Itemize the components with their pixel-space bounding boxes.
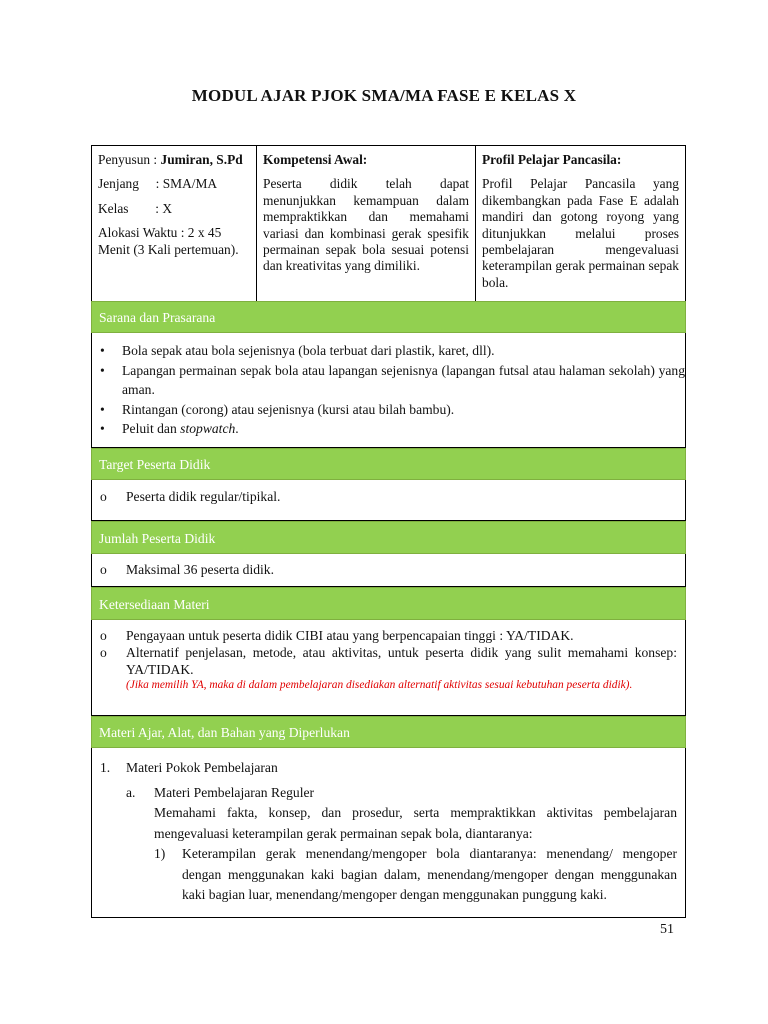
list-item: • Bola sepak atau bola sejenisnya (bola terbuat dari plastik, karet, dll). (100, 341, 685, 361)
availability-note: (Jika memilih YA, maka di dalam pembelajaran disediakan alternatif aktivitas sesuai kebutuhan peserta didik). (126, 679, 633, 691)
list-item: o Pengayaan untuk peserta didik CIBI atau yang berpencapaian tinggi : YA/TIDAK. (100, 628, 574, 643)
section-header-materi: Materi Ajar, Alat, dan Bahan yang Diperlukan (91, 716, 686, 748)
target-content (91, 480, 686, 521)
info-row (91, 145, 686, 301)
penyusun-name: Jumiran, S.Pd (160, 152, 243, 167)
jumlah-content (91, 554, 686, 587)
list-item: 1) Keterampilan gerak menendang/mengoper bola diantaranya: menendang/ mengoper dengan menggunakan kaki bagian dalam, menendang/mengoper dengan menggunakan kaki bagian luar, menendang/mengoper dengan menggunakan punggung kaki. (100, 844, 677, 906)
bullet-marker: • (100, 343, 105, 358)
list-item: • Peluit dan stopwatch. (100, 419, 685, 439)
list-item: o Peserta didik regular/tipikal. (100, 487, 685, 507)
materi-content (91, 748, 686, 918)
bullet-marker: • (100, 362, 105, 378)
circle-marker: o (100, 628, 107, 643)
section-header-target: Target Peserta Didik (91, 448, 686, 480)
list-item: 1. Materi Pokok Pembelajaran (100, 758, 677, 779)
list-item: • Rintangan (corong) atau sejenisnya (kursi atau bilah bambu). (100, 400, 685, 420)
kelas: Kelas : X (98, 200, 173, 216)
module-table (91, 145, 686, 918)
ketersediaan-content (91, 620, 686, 716)
number-marker: 1. (100, 760, 111, 775)
section-header-jumlah: Jumlah Peserta Didik (91, 521, 686, 554)
letter-marker: a. (126, 784, 136, 800)
circle-marker: o (100, 562, 107, 577)
kompetensi-title: Kompetensi Awal: (263, 152, 368, 167)
page-title: MODUL AJAR PJOK SMA/MA FASE E KELAS X (191, 86, 577, 105)
profil-cell (476, 146, 685, 301)
penyusun-label: Penyusun : (98, 152, 161, 167)
section-header-ketersediaan: Ketersediaan Materi (91, 587, 686, 620)
profil-title: Profil Pelajar Pancasila: (482, 152, 622, 167)
bullet-marker: • (100, 421, 105, 436)
page-number: 51 (660, 922, 674, 937)
list-item: • Lapangan permainan sepak bola atau lapangan sejenisnya (lapangan futsal atau halaman sekolah) yang aman. (100, 361, 685, 400)
circle-marker: o (100, 645, 107, 660)
list-item: o Alternatif penjelasan, metode, atau aktivitas, untuk peserta didik yang sulit memahami konsep: YA/TIDAK. (100, 645, 677, 677)
kompetensi-cell (257, 146, 476, 301)
bullet-marker: • (100, 401, 105, 417)
section-header-sarana: Sarana dan Prasarana (91, 301, 686, 333)
list-item: a. Materi Pembelajaran Reguler (100, 783, 677, 804)
profil-text: Profil Pelajar Pancasila yang dikembangkan pada Fase E adalah mandiri dan gotong royong yang ditunjukkan melalui proses pembelajaran mengevaluasi keterampilan gerak permainan sepak bola. (482, 176, 679, 290)
materi-paragraph: Memahami fakta, konsep, dan prosedur, serta mempraktikkan aktivitas pembelajaran mengevaluasi keterampilan gerak permainan sepak bola, diantaranya: (154, 805, 677, 841)
alokasi-waktu: Alokasi Waktu : 2 x 45 Menit (3 Kali pertemuan). (98, 225, 239, 257)
list-item: o Maksimal 36 peserta didik. (100, 560, 685, 580)
jenjang: Jenjang : SMA/MA (98, 176, 218, 192)
circle-marker: o (100, 489, 107, 504)
sarana-content (91, 333, 686, 448)
number-marker: 1) (154, 846, 166, 861)
author-cell (92, 146, 257, 301)
kompetensi-text: Peserta didik telah dapat menunjukkan kemampuan dalam mempraktikkan dan memahami variasi dan kombinasi gerak spesifik permainan sepak bola sesuai potensi dan kreativitas yang dimiliki. (263, 176, 469, 274)
